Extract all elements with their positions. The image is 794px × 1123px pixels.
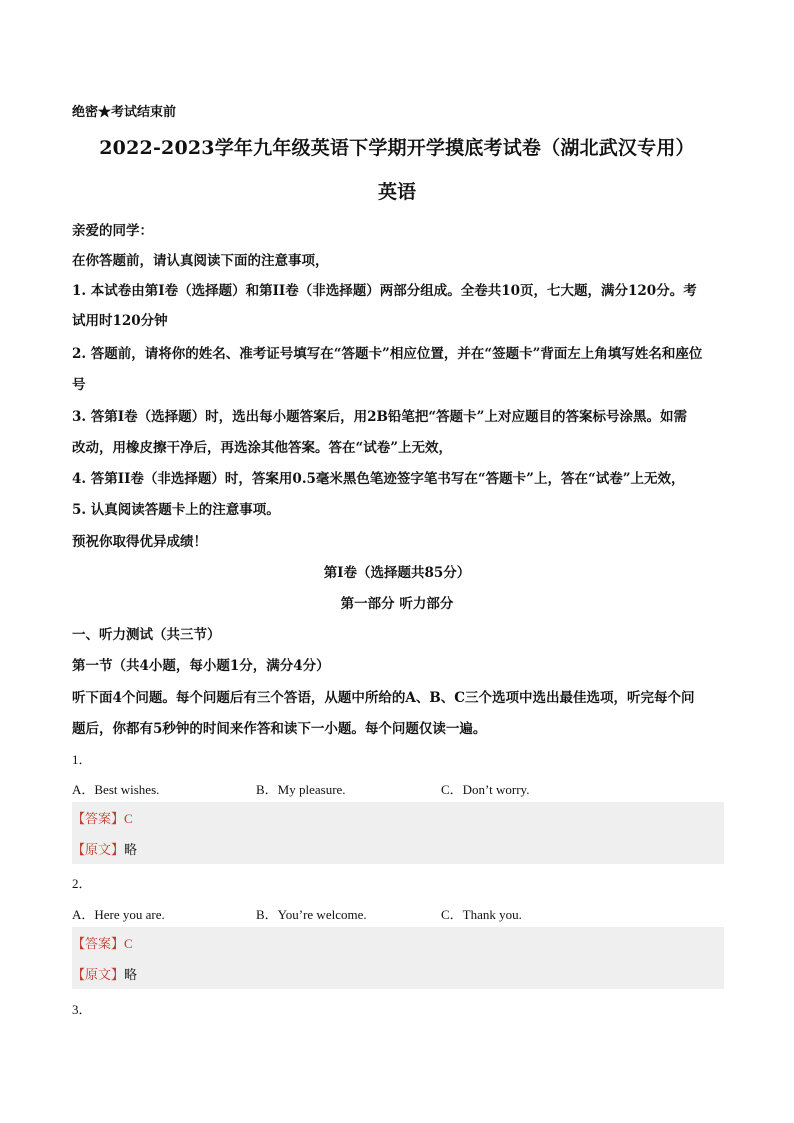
volume-title: 第I卷（选择题共85分） (323, 565, 471, 581)
notice-item: 5. 认真阅读答题卡上的注意事项。 (72, 502, 280, 518)
answer-tag: 【答案】 (72, 812, 125, 827)
option-a: A．Here you are. (72, 907, 165, 922)
instruction-line: 听下面4个问题。每个问题后有三个答语，从题中所给的A、B、C三个选项中选出最佳选项，听完每个问 (72, 690, 695, 706)
answer-row (72, 802, 724, 833)
option-c: C．Thank you. (441, 907, 522, 922)
original-row (72, 833, 724, 864)
answer-value: C (124, 811, 133, 826)
option-b: B．My pleasure. (256, 782, 346, 797)
secret-label: 绝密★考试结束前 (72, 105, 177, 120)
notice-item: 2. 答题前，请将你的姓名、准考证号填写在“答题卡”相应位置，并在“签题卡”背面左上角填写姓名和座位 (72, 346, 703, 362)
question-number: 1． (72, 752, 92, 767)
wish-text: 预祝你取得优异成绩！ (72, 534, 207, 550)
exam-title: 2022-2023学年九年级英语下学期开学摸底考试卷（湖北武汉专用） (99, 137, 695, 159)
option-b: B．You’re welcome. (256, 907, 367, 922)
original-tag: 【原文】 (72, 843, 125, 858)
question-number: 3． (72, 1002, 92, 1017)
notice-item: 3. 答第I卷（选择题）时，选出每小题答案后，用2B铅笔把“答题卡”上对应题目的答案标号涂黑。如需 (72, 409, 687, 425)
answer-tag: 【答案】 (72, 937, 125, 952)
question-number: 2． (72, 876, 92, 891)
original-value: 略 (124, 843, 138, 858)
instruction-line: 题后，你都有5秒钟的时间来作答和读下一小题。每个问题仅读一遍。 (72, 721, 487, 737)
option-a: A．Best wishes. (72, 782, 160, 797)
notice-intro: 在你答题前，请认真阅读下面的注意事项， (72, 253, 329, 269)
part-heading: 一、听力测试（共三节） (72, 627, 221, 643)
notice-item: 号 (72, 377, 86, 393)
option-c: C．Don’t worry. (441, 782, 530, 797)
answer-row (72, 927, 724, 958)
answer-value: C (124, 936, 133, 951)
section-title: 第一部分 听力部分 (340, 596, 454, 612)
notice-item: 4. 答第II卷（非选择题）时，答案用0.5毫米黑色笔迹签字笔书写在“答题卡”上，答在“试卷”上无效， (72, 471, 685, 487)
question-options (72, 904, 724, 924)
greeting: 亲爱的同学： (72, 223, 153, 239)
part-subheading: 第一节（共4小题，每小题1分，满分4分） (72, 658, 330, 674)
notice-item: 1. 本试卷由第I卷（选择题）和第II卷（非选择题）两部分组成。全卷共10页，七大题，满分120分。考 (72, 283, 697, 299)
notice-item: 试用时120分钟 (72, 313, 168, 329)
original-tag: 【原文】 (72, 968, 125, 983)
original-value: 略 (124, 968, 138, 983)
subject-title: 英语 (377, 181, 416, 203)
notice-item: 改动，用橡皮擦干净后，再选涂其他答案。答在“试卷”上无效， (72, 440, 453, 456)
original-row (72, 958, 724, 989)
question-options (72, 779, 724, 799)
